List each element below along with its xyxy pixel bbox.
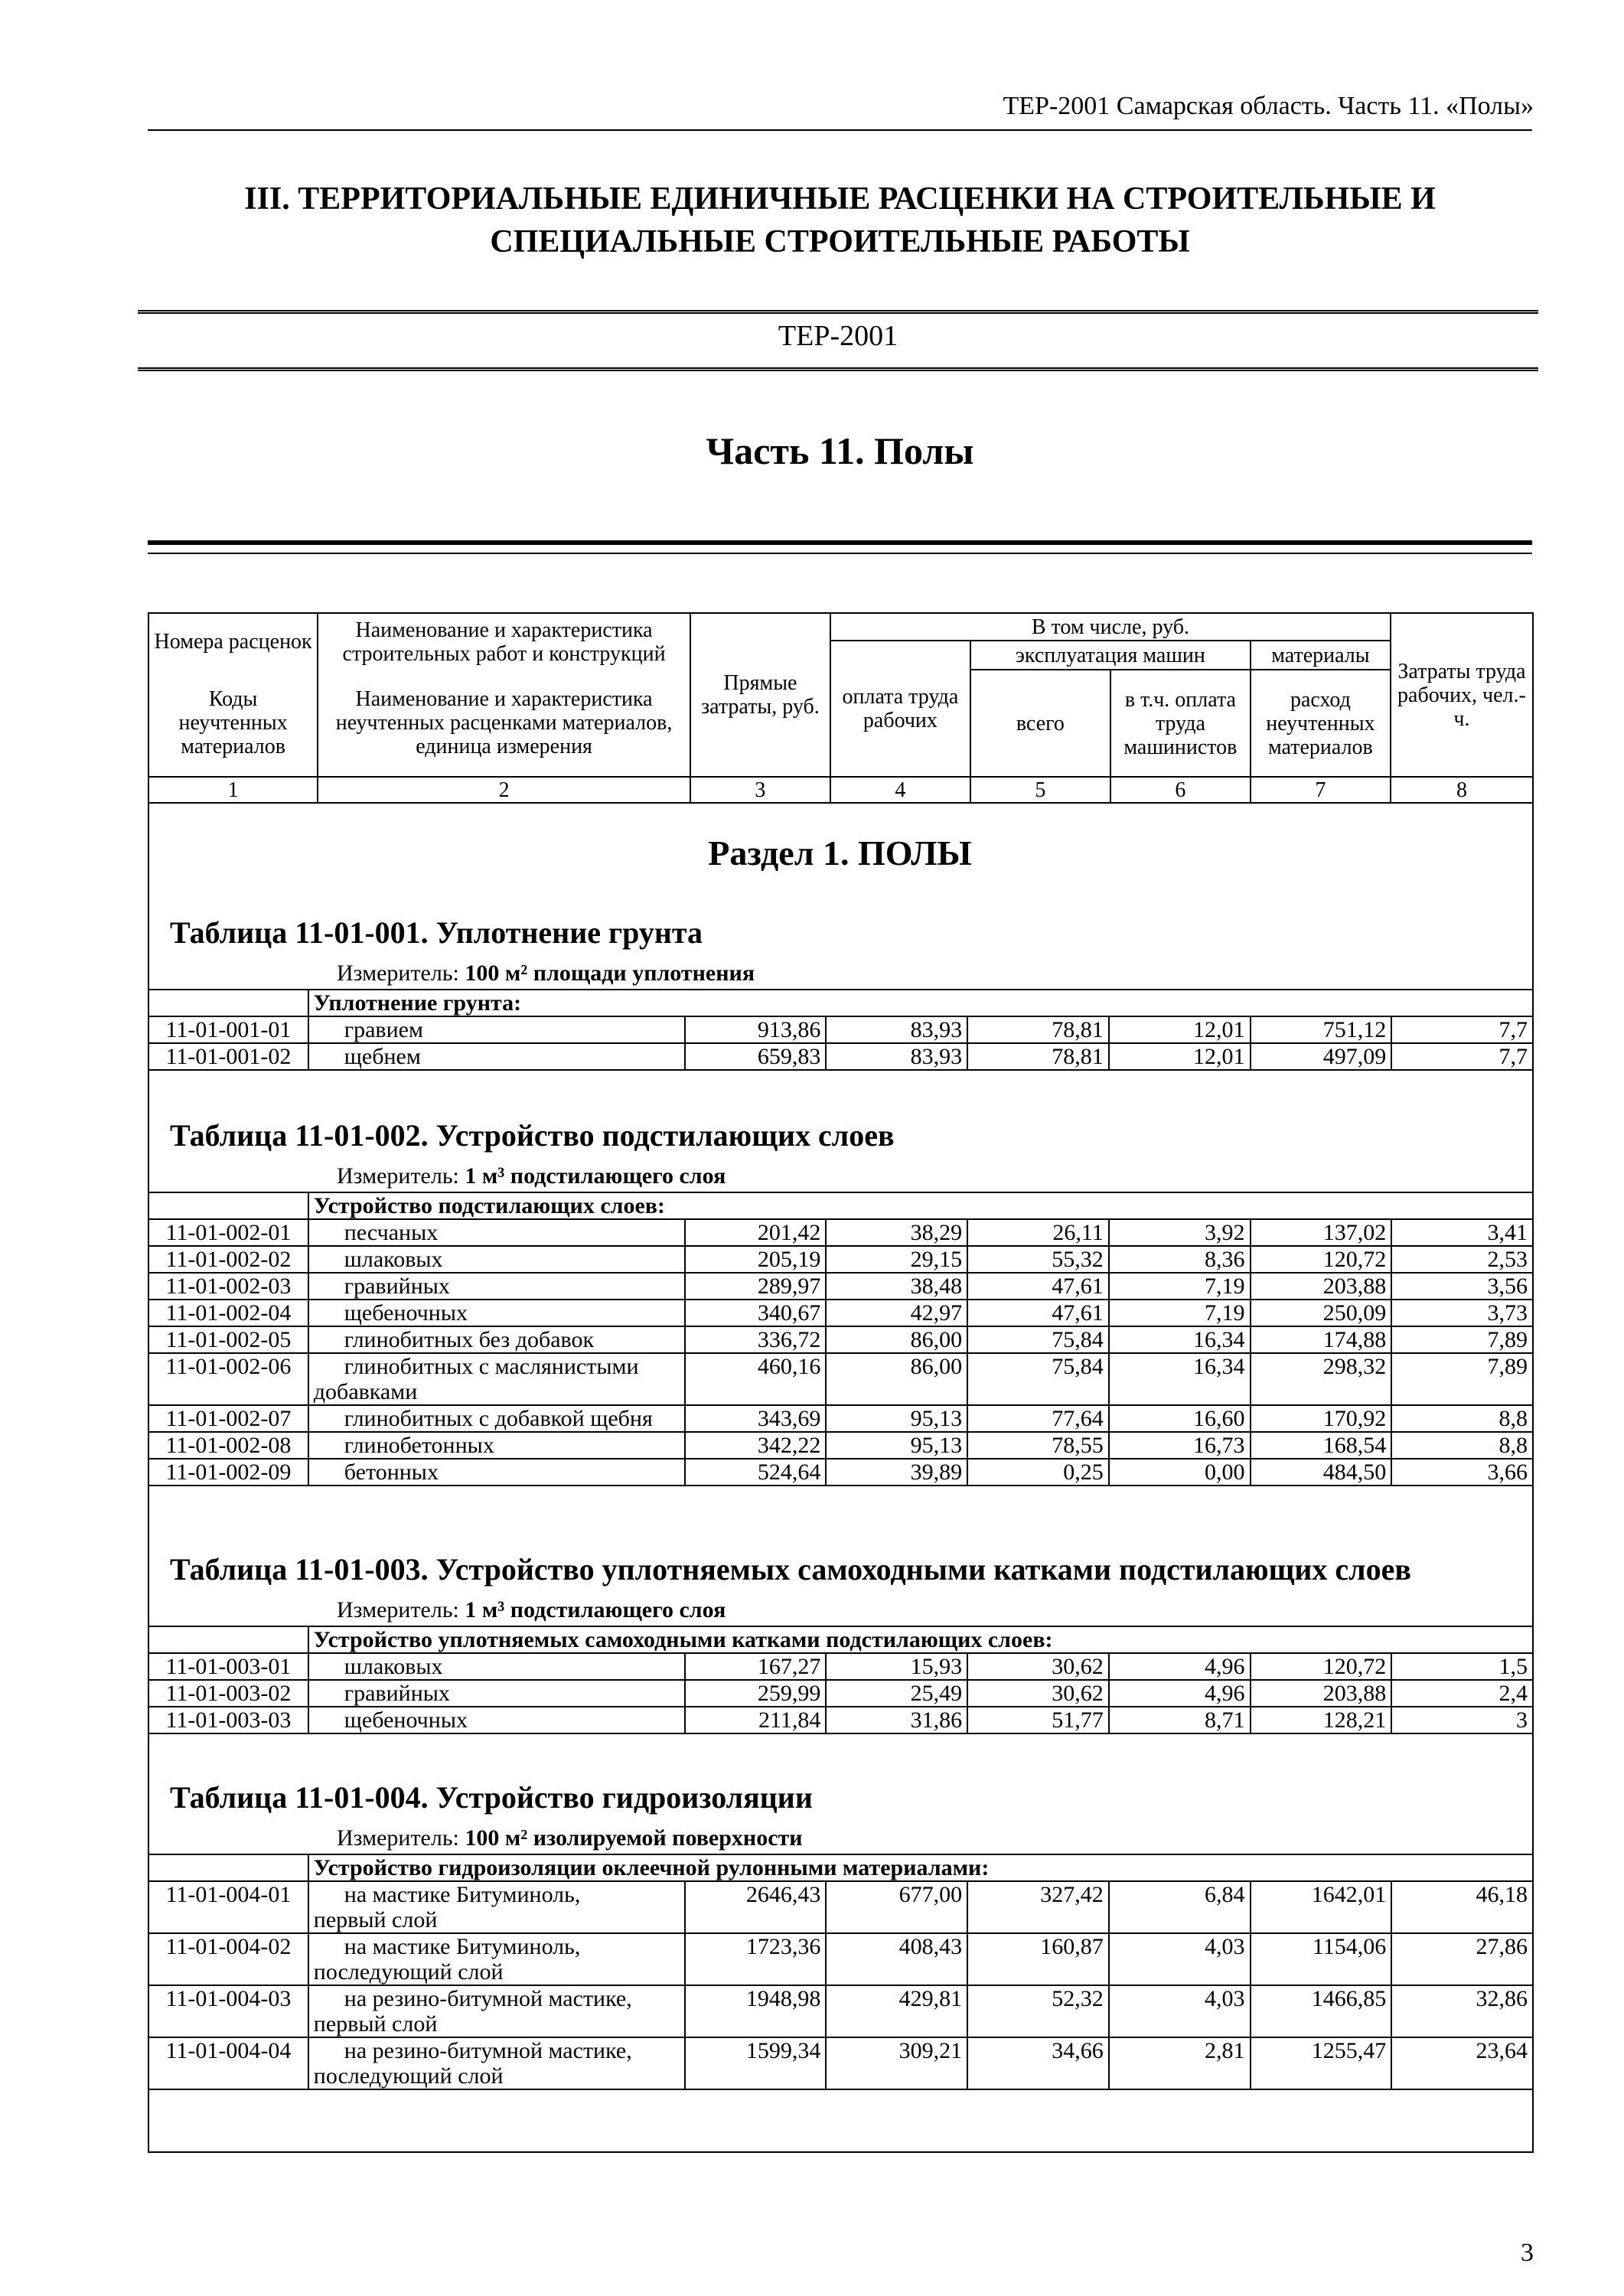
rate-name [308,2037,685,2089]
materials: 170,92 [1251,1405,1392,1432]
machines-total: 55,32 [967,1246,1109,1273]
rate-name-line1: шлаковых [344,1654,443,1679]
operators-pay: 4,03 [1109,1985,1251,2037]
hdr-col1-top: Номера расценок [148,613,318,670]
operators-pay: 12,01 [1109,1043,1251,1070]
meter-value: 1 м³ подстилающего слоя [465,1163,726,1189]
rate-name-line1: на резино-битумной мастике, [344,1986,632,2011]
operators-pay: 4,96 [1109,1680,1251,1707]
meter-label: Измеритель: [337,960,459,986]
rate-name [308,1881,685,1933]
labor-hours: 3,73 [1391,1300,1533,1326]
direct-costs: 205,19 [685,1246,827,1273]
table-row [148,1300,1533,1326]
machines-total: 26,11 [967,1219,1109,1246]
machines-total: 30,62 [967,1680,1109,1707]
operators-pay: 8,36 [1109,1246,1251,1273]
rate-name-line2: добавками [313,1379,418,1404]
rate-code: 11-01-001-02 [148,1043,308,1070]
direct-costs: 201,42 [685,1219,827,1246]
direct-costs: 913,86 [685,1016,827,1043]
rates-table [148,1626,1534,1734]
hdr-col1-bottom: Коды неучтенных материалов [148,670,318,777]
rate-name-line2: первый слой [313,1907,438,1932]
materials: 1642,01 [1251,1881,1392,1933]
rate-name-line1: щебнем [344,1044,421,1069]
operators-pay: 6,84 [1109,1881,1251,1933]
group-label: Устройство уплотняемых самоходными катками подстилающих слоев: [308,1626,1533,1653]
meter-value: 100 м² изолируемой поверхности [465,1825,803,1851]
rate-code: 11-01-002-09 [148,1459,308,1486]
rate-name [308,1933,685,1985]
rate-name-line1: гравийных [344,1681,450,1706]
part-rule [148,540,1532,554]
materials: 203,88 [1251,1273,1392,1300]
group-row [148,1854,1533,1881]
labor-pay: 38,48 [826,1273,967,1300]
rate-name-line1: глинобитных с добавкой щебня [344,1406,653,1431]
hdr-col7: расход неучтенных материалов [1251,670,1391,777]
labor-pay: 42,97 [826,1300,967,1326]
table-row [148,1459,1533,1486]
group-row [148,1626,1533,1653]
direct-costs: 524,64 [685,1459,827,1486]
table-meter [337,1825,803,1851]
rate-name [308,1432,685,1459]
labor-pay: 408,43 [826,1933,967,1985]
hdr-num-3: 3 [690,777,830,803]
group-label: Уплотнение грунта: [308,990,1533,1016]
meter-value: 1 м³ подстилающего слоя [465,1597,726,1623]
labor-pay: 86,00 [826,1326,967,1353]
labor-hours: 3,41 [1391,1219,1533,1246]
direct-costs: 1599,34 [685,2037,827,2089]
rate-name-line2: последующий слой [313,2063,504,2089]
table-row [148,1933,1533,1985]
rate-code: 11-01-004-01 [148,1881,308,1933]
rate-name-line1: глинобитных с маслянистыми [344,1354,639,1379]
direct-costs: 342,22 [685,1432,827,1459]
machines-total: 51,77 [967,1707,1109,1733]
group-label: Устройство подстилающих слоев: [308,1192,1533,1219]
rate-name-line1: щебеночных [344,1707,468,1733]
hdr-col3: Прямые затраты, руб. [690,613,830,777]
operators-pay: 4,03 [1109,1933,1251,1985]
table-row [148,1707,1533,1733]
labor-pay: 83,93 [826,1043,967,1070]
table-row [148,1246,1533,1273]
rate-code: 11-01-003-03 [148,1707,308,1733]
materials: 168,54 [1251,1432,1392,1459]
table-title: Таблица 11-01-003. Устройство уплотняемых самоходными катками подстилающих слоев [170,1552,1411,1587]
labor-pay: 38,29 [826,1219,967,1246]
rate-name-line1: гравием [344,1017,423,1042]
section-title: Раздел 1. ПОЛЫ [708,833,972,872]
table-row [148,1432,1533,1459]
rates-table [148,989,1534,1071]
hdr-col2-top: Наименование и характеристика строительных работ и конструкций [318,613,690,670]
table-row [148,1219,1533,1246]
rate-name-line1: на мастике Битуминоль, [344,1882,581,1907]
direct-costs: 2646,43 [685,1881,827,1933]
rate-name-line1: глинобетонных [344,1433,494,1458]
direct-costs: 659,83 [685,1043,827,1070]
group-code-cell [148,1854,308,1881]
header-rule [148,129,1532,131]
materials: 137,02 [1251,1219,1392,1246]
rate-code: 11-01-004-03 [148,1985,308,2037]
table-meter [337,1163,726,1189]
rate-code: 11-01-002-01 [148,1219,308,1246]
machines-total: 160,87 [967,1933,1109,1985]
materials: 484,50 [1251,1459,1392,1486]
group-code-cell [148,990,308,1016]
rate-name-line1: глинобитных без добавок [344,1327,595,1352]
labor-pay: 429,81 [826,1985,967,2037]
operators-pay: 2,81 [1109,2037,1251,2089]
operators-pay: 16,34 [1109,1353,1251,1405]
materials: 120,72 [1251,1246,1392,1273]
rate-name [308,1353,685,1405]
operators-pay: 8,71 [1109,1707,1251,1733]
operators-pay: 16,73 [1109,1432,1251,1459]
rate-name [308,1016,685,1043]
materials: 1154,06 [1251,1933,1392,1985]
machines-total: 47,61 [967,1300,1109,1326]
labor-pay: 25,49 [826,1680,967,1707]
rate-code: 11-01-002-08 [148,1432,308,1459]
rate-name [308,1680,685,1707]
direct-costs: 167,27 [685,1653,827,1680]
rate-code: 11-01-002-04 [148,1300,308,1326]
direct-costs: 1948,98 [685,1985,827,2037]
rate-name [308,1653,685,1680]
hdr-machines: эксплуатация машин [970,641,1251,670]
labor-hours: 32,86 [1391,1985,1533,2037]
meter-label: Измеритель: [337,1825,459,1851]
machines-total: 34,66 [967,2037,1109,2089]
rate-code: 11-01-002-07 [148,1405,308,1432]
labor-pay: 15,93 [826,1653,967,1680]
operators-pay: 0,00 [1109,1459,1251,1486]
labor-hours: 46,18 [1391,1881,1533,1933]
hdr-col4: оплата труда рабочих [830,641,970,777]
operators-pay: 16,34 [1109,1326,1251,1353]
machines-total: 77,64 [967,1405,1109,1432]
table-row [148,1881,1533,1933]
labor-hours: 3 [1391,1707,1533,1733]
labor-hours: 8,8 [1391,1432,1533,1459]
labor-pay: 83,93 [826,1016,967,1043]
group-code-cell [148,1192,308,1219]
labor-hours: 7,89 [1391,1353,1533,1405]
table-row [148,1016,1533,1043]
rate-name [308,1043,685,1070]
labor-pay: 309,21 [826,2037,967,2089]
labor-hours: 7,89 [1391,1326,1533,1353]
hdr-col8: Затраты труда рабочих, чел.-ч. [1391,613,1533,777]
machines-total: 78,55 [967,1432,1109,1459]
table-title: Таблица 11-01-002. Устройство подстилающих слоев [170,1118,895,1153]
operators-pay: 7,19 [1109,1273,1251,1300]
materials: 128,21 [1251,1707,1392,1733]
rate-name [308,1246,685,1273]
rate-name-line1: щебеночных [344,1300,468,1326]
labor-hours: 27,86 [1391,1933,1533,1985]
labor-pay: 677,00 [826,1881,967,1933]
table-title: Таблица 11-01-004. Устройство гидроизоляции [170,1780,813,1815]
direct-costs: 340,67 [685,1300,827,1326]
rate-code: 11-01-003-01 [148,1653,308,1680]
rate-code: 11-01-002-06 [148,1353,308,1405]
materials: 120,72 [1251,1653,1392,1680]
operators-pay: 4,96 [1109,1653,1251,1680]
group-row [148,1192,1533,1219]
labor-pay: 29,15 [826,1246,967,1273]
rate-name-line1: песчаных [344,1220,439,1245]
table-row [148,1985,1533,2037]
ter-label: ТЕР-2001 [778,320,898,352]
rate-code: 11-01-001-01 [148,1016,308,1043]
rates-table [148,1854,1534,2090]
group-code-cell [148,1626,308,1653]
table-row [148,1653,1533,1680]
direct-costs: 1723,36 [685,1933,827,1985]
labor-hours: 1,5 [1391,1653,1533,1680]
table-meter [337,1597,726,1623]
hdr-col2-bottom: Наименование и характеристика неучтенных расценками материалов, единица измерения [318,670,690,777]
direct-costs: 336,72 [685,1326,827,1353]
table-title: Таблица 11-01-001. Уплотнение грунта [170,915,703,950]
table-row [148,1405,1533,1432]
operators-pay: 16,60 [1109,1405,1251,1432]
materials: 497,09 [1251,1043,1392,1070]
labor-hours: 8,8 [1391,1405,1533,1432]
labor-hours: 3,56 [1391,1273,1533,1300]
materials: 1255,47 [1251,2037,1392,2089]
rate-name-line2: последующий слой [313,1959,504,1985]
hdr-num-1: 1 [148,777,318,803]
hdr-num-5: 5 [970,777,1110,803]
machines-total: 78,81 [967,1016,1109,1043]
machines-total: 327,42 [967,1881,1109,1933]
rate-code: 11-01-002-02 [148,1246,308,1273]
operators-pay: 7,19 [1109,1300,1251,1326]
direct-costs: 343,69 [685,1405,827,1432]
table-row [148,1273,1533,1300]
table-row [148,1353,1533,1405]
machines-total: 52,32 [967,1985,1109,2037]
materials: 203,88 [1251,1680,1392,1707]
hdr-num-7: 7 [1251,777,1391,803]
materials: 751,12 [1251,1016,1392,1043]
hdr-col6: в т.ч. оплата труда машинистов [1110,670,1251,777]
rate-name-line1: гравийных [344,1274,450,1299]
materials: 298,32 [1251,1353,1392,1405]
table-row [148,2037,1533,2089]
labor-pay: 95,13 [826,1405,967,1432]
operators-pay: 12,01 [1109,1016,1251,1043]
rate-code: 11-01-004-02 [148,1933,308,1985]
hdr-num-8: 8 [1391,777,1533,803]
rate-name-line1: шлаковых [344,1247,443,1272]
group-label: Устройство гидроизоляции оклеечной рулонными материалами: [308,1854,1533,1881]
hdr-incl: В том числе, руб. [830,613,1391,641]
machines-total: 47,61 [967,1273,1109,1300]
direct-costs: 259,99 [685,1680,827,1707]
operators-pay: 3,92 [1109,1219,1251,1246]
rate-name-line1: бетонных [344,1459,439,1485]
main-title: III. ТЕРРИТОРИАЛЬНЫЕ ЕДИНИЧНЫЕ РАСЦЕНКИ НА СТРОИТЕЛЬНЫЕ И СПЕЦИАЛЬНЫЕ СТРОИТЕЛЬНЫЕ РАБОТЫ [244,181,1436,259]
meter-label: Измеритель: [337,1163,459,1189]
rate-name [308,1459,685,1486]
table-row [148,1680,1533,1707]
rate-name [308,1219,685,1246]
materials: 1466,85 [1251,1985,1392,2037]
rate-code: 11-01-003-02 [148,1680,308,1707]
labor-hours: 3,66 [1391,1459,1533,1486]
direct-costs: 289,97 [685,1273,827,1300]
hdr-num-2: 2 [318,777,690,803]
hdr-col5: всего [970,670,1110,777]
table-row [148,1043,1533,1070]
hdr-num-6: 6 [1110,777,1251,803]
labor-hours: 23,64 [1391,2037,1533,2089]
rate-code: 11-01-002-05 [148,1326,308,1353]
machines-total: 0,25 [967,1459,1109,1486]
rate-name [308,1405,685,1432]
materials: 250,09 [1251,1300,1392,1326]
machines-total: 78,81 [967,1043,1109,1070]
meter-label: Измеритель: [337,1597,459,1623]
group-row [148,990,1533,1016]
direct-costs: 211,84 [685,1707,827,1733]
labor-pay: 31,86 [826,1707,967,1733]
rates-table [148,1192,1534,1486]
rate-name [308,1273,685,1300]
rate-code: 11-01-004-04 [148,2037,308,2089]
rate-name-line2: первый слой [313,2011,438,2037]
labor-pay: 39,89 [826,1459,967,1486]
table-row [148,1326,1533,1353]
materials: 174,88 [1251,1326,1392,1353]
running-header: ТЕР-2001 Самарская область. Часть 11. «Полы» [1003,92,1534,120]
rate-name-line1: на мастике Битуминоль, [344,1934,581,1959]
hdr-num-4: 4 [830,777,970,803]
machines-total: 30,62 [967,1653,1109,1680]
rate-name [308,1985,685,2037]
labor-hours: 7,7 [1391,1043,1533,1070]
labor-hours: 2,4 [1391,1680,1533,1707]
labor-hours: 7,7 [1391,1016,1533,1043]
table-meter [337,960,755,987]
rate-name [308,1707,685,1733]
rate-name-line1: на резино-битумной мастике, [344,2038,632,2063]
direct-costs: 460,16 [685,1353,827,1405]
labor-pay: 86,00 [826,1353,967,1405]
machines-total: 75,84 [967,1353,1109,1405]
meter-value: 100 м² площади уплотнения [465,960,755,986]
rate-name [308,1300,685,1326]
hdr-materials: материалы [1251,641,1391,670]
labor-pay: 95,13 [826,1432,967,1459]
page-number: 3 [1521,2239,1534,2267]
part-title: Часть 11. Полы [706,429,974,472]
rate-name [308,1326,685,1353]
labor-hours: 2,53 [1391,1246,1533,1273]
table-header [148,612,1534,804]
machines-total: 75,84 [967,1326,1109,1353]
rate-code: 11-01-002-03 [148,1273,308,1300]
